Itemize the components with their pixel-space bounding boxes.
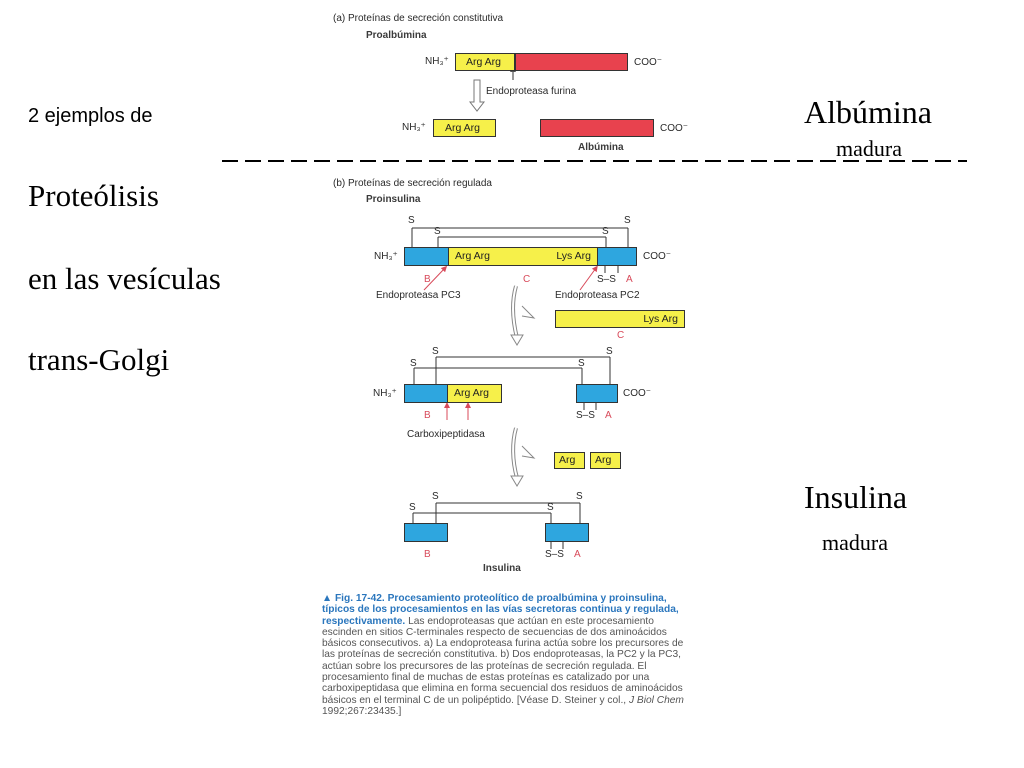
insulin-b-chain <box>404 523 448 542</box>
coo-label: COO⁻ <box>660 123 689 134</box>
insulina-title: Insulina <box>804 479 908 515</box>
intermediate-b-chain <box>404 384 448 403</box>
insulin-product-label: Insulina <box>483 563 521 574</box>
arg-arg-label: Arg Arg <box>466 56 502 68</box>
s-label: S <box>409 502 416 513</box>
chain-b-label: B <box>424 549 431 560</box>
insulin-a-chain <box>545 523 589 542</box>
disulfide-label: S–S <box>576 410 595 421</box>
title-line-1: Proteólisis <box>28 178 159 213</box>
caption-fig-number: Fig. 17-42. <box>334 593 385 604</box>
caption-title: Procesamiento proteolítico de proalbúmina y proinsulina, típicos de los procesamientos en las vías secretoras continua y regulada, respectivamente. <box>322 593 679 627</box>
nh3-label: NH₃⁺ <box>402 122 426 133</box>
disulfide-label: S–S <box>545 549 564 560</box>
chain-c-label: C <box>617 330 625 341</box>
s-label: S <box>408 215 415 226</box>
arg-arg-label: Arg Arg <box>454 387 490 399</box>
nh3-label: NH₃⁺ <box>373 388 397 399</box>
albumina-title: Albúmina <box>804 94 932 130</box>
lys-arg-label: Lys Arg <box>556 250 591 262</box>
arg-label: Arg <box>559 454 576 466</box>
released-arg-1 <box>554 452 585 469</box>
proalbumin-mature-segment <box>515 53 628 71</box>
caption-ref-pre: [Véase D. Steiner y col., <box>516 694 627 706</box>
intermediate-arg-arg <box>447 384 502 403</box>
intro-text: 2 ejemplos de <box>28 105 153 127</box>
section-b-subheading: Proinsulina <box>366 194 421 205</box>
proinsulin-c-peptide <box>448 247 598 266</box>
chain-a-label: A <box>605 410 612 421</box>
lys-arg-label: Lys Arg <box>643 313 678 325</box>
pc2-label: Endoproteasa PC2 <box>555 290 640 301</box>
section-b-heading: (b) Proteínas de secreción regulada <box>333 178 492 189</box>
albumina-sub: madura <box>836 136 902 161</box>
caption-body: Las endoproteasas que actúan en este procesamiento escinden en sitios C-terminales respecto de secuencias de dos aminoácidos básicos consecutivos. a) La endoproteasa furina actúa sobre los precursores de las proteínas de secreción constitutiva. b) Dos endoproteasas, la PC2 y la PC3, actúan sobre los precursores de las proteínas de secreción regulada. El procesamiento final de muchas de estas proteínas es catalizado por una carboxipeptidasa que elimina en forma secuencial dos residuos de aminoácidos básicos en el terminal C de un polipéptido. <box>322 615 684 706</box>
caption-ref-journal: J Biol Chem <box>628 694 684 706</box>
released-c-peptide <box>555 310 685 328</box>
proalbumin-propeptide <box>455 53 515 71</box>
nh3-label: NH₃⁺ <box>425 56 449 67</box>
proinsulin-b-chain <box>404 247 449 266</box>
s-label: S <box>432 491 439 502</box>
figure-caption <box>322 593 692 717</box>
s-label: S <box>547 502 554 513</box>
intermediate-a-chain <box>576 384 618 403</box>
insulina-sub: madura <box>822 530 888 555</box>
albumin-product-label: Albúmina <box>578 142 624 153</box>
albumin-segment <box>540 119 654 137</box>
s-label: S <box>432 346 439 357</box>
chain-a-label: A <box>626 274 633 285</box>
s-label: S <box>578 358 585 369</box>
chain-a-label: A <box>574 549 581 560</box>
arg-arg-label: Arg Arg <box>445 122 481 134</box>
chain-b-label: B <box>424 410 431 421</box>
s-label: S <box>602 226 609 237</box>
s-label: S <box>410 358 417 369</box>
caption-ref-post: 1992;267:23435.] <box>322 705 402 717</box>
pc3-label: Endoproteasa PC3 <box>376 290 461 301</box>
disulfide-label: S–S <box>597 274 616 285</box>
section-a-subheading: Proalbúmina <box>366 30 427 41</box>
section-a-heading: (a) Proteínas de secreción constitutiva <box>333 13 504 24</box>
arg-label: Arg <box>595 454 612 466</box>
furina-label: Endoproteasa furina <box>486 86 577 97</box>
caption-marker: ▲ <box>322 593 333 604</box>
title-line-3: trans-Golgi <box>28 342 170 377</box>
released-arg-2 <box>590 452 621 469</box>
coo-label: COO⁻ <box>623 388 652 399</box>
coo-label: COO⁻ <box>643 251 672 262</box>
coo-label: COO⁻ <box>634 57 663 68</box>
s-label: S <box>606 346 613 357</box>
process-arrow-a <box>470 80 484 111</box>
s-label: S <box>624 215 631 226</box>
arg-arg-label: Arg Arg <box>455 250 491 262</box>
s-label: S <box>434 226 441 237</box>
cleaved-propeptide <box>433 119 496 137</box>
nh3-label: NH₃⁺ <box>374 251 398 262</box>
chain-c-label: C <box>523 274 531 285</box>
proinsulin-a-chain <box>597 247 637 266</box>
chain-b-label: B <box>424 274 431 285</box>
carboxypeptidase-label: Carboxipeptidasa <box>407 429 485 440</box>
title-line-2: en las vesículas <box>28 261 221 296</box>
s-label: S <box>576 491 583 502</box>
